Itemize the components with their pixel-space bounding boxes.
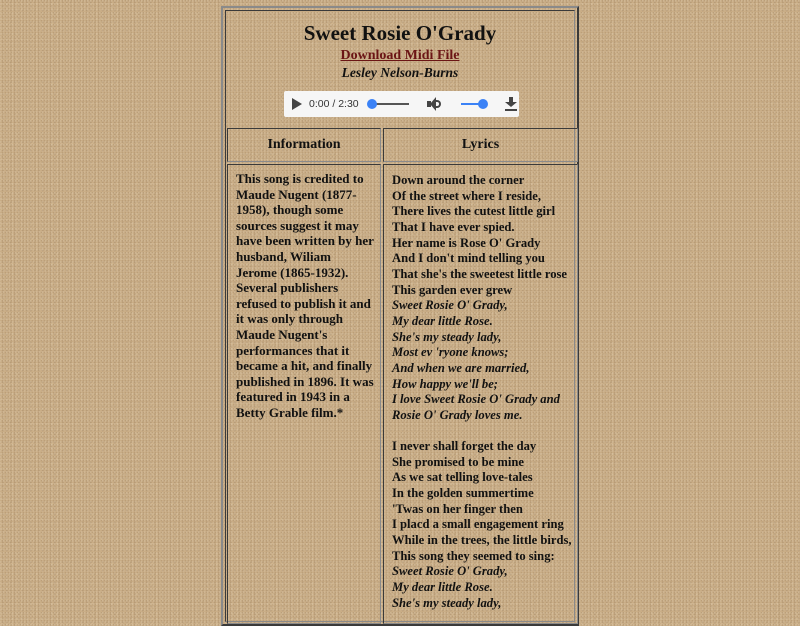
lyric-line: Her name is Rose O' Grady bbox=[392, 235, 541, 250]
download-icon[interactable] bbox=[505, 97, 517, 111]
volume-icon[interactable] bbox=[427, 97, 443, 111]
lyric-line: I never shall forget the day bbox=[392, 439, 537, 454]
audio-time: 0:00 / 2:30 bbox=[309, 98, 359, 110]
chorus-line: My dear little Rose. bbox=[392, 580, 493, 595]
seek-thumb[interactable] bbox=[367, 99, 377, 109]
play-icon[interactable] bbox=[292, 98, 302, 110]
lyric-line: As we sat telling love-tales bbox=[392, 470, 533, 485]
chorus-line: Sweet Rosie O' Grady, bbox=[392, 564, 508, 579]
chorus-line: I love Sweet Rosie O' Grady and bbox=[392, 392, 560, 407]
author-name: Lesley Nelson-Burns bbox=[341, 65, 459, 80]
lyric-line: She promised to be mine bbox=[392, 454, 525, 469]
lyric-line: While in the trees, the little birds, bbox=[392, 533, 572, 548]
lyrics-header: Lyrics bbox=[383, 128, 578, 162]
lyric-line: 'Twas on her finger then bbox=[392, 501, 523, 516]
lyrics-cell bbox=[383, 164, 578, 624]
chorus-line: She's my steady lady, bbox=[392, 595, 502, 610]
chorus-line: She's my steady lady, bbox=[392, 329, 502, 344]
audio-player bbox=[284, 91, 519, 117]
information-text: This song is credited to Maude Nugent (1877-1958), though some sources suggest it may have been written by her husband, Wiliam Jerome (1865-1932). Several publishers refused to publish it and it was only through Maude Nugent's performances that it became a hit, and finally published in 1896. It was featured in 1943 in a Betty Grable film.* bbox=[236, 171, 374, 420]
chorus-line: And when we are married, bbox=[392, 360, 530, 375]
song-header bbox=[226, 11, 574, 124]
lyrics-text bbox=[384, 165, 577, 611]
stanza-gap bbox=[392, 424, 573, 440]
volume-thumb[interactable] bbox=[478, 99, 488, 109]
chorus-line: Sweet Rosie O' Grady, bbox=[392, 298, 508, 313]
page-title: Sweet Rosie O'Grady bbox=[303, 21, 497, 45]
lyric-line: In the golden summertime bbox=[392, 486, 534, 501]
song-frame-inner bbox=[225, 10, 575, 622]
download-midi-link[interactable]: Download Midi File bbox=[340, 48, 460, 63]
chorus-line: Most ev 'ryone knows; bbox=[392, 345, 509, 360]
song-frame bbox=[221, 6, 579, 626]
chorus-line: My dear little Rose. bbox=[392, 313, 493, 328]
information-header: Information bbox=[227, 128, 381, 162]
lyric-line: This song they seemed to sing: bbox=[392, 548, 555, 563]
lyric-line: And I don't mind telling you bbox=[392, 251, 545, 266]
chorus-line: Rosie O' Grady loves me. bbox=[392, 407, 523, 422]
lyric-line: That she's the sweetest little rose bbox=[392, 266, 567, 281]
lyric-line: This garden ever grew bbox=[392, 282, 513, 297]
information-cell bbox=[227, 164, 381, 624]
lyric-line: Down around the corner bbox=[392, 173, 525, 187]
lyric-line: That I have ever spied. bbox=[392, 219, 515, 234]
lyric-line: There lives the cutest little girl bbox=[392, 204, 556, 219]
lyric-line: I placd a small engagement ring bbox=[392, 517, 564, 532]
chorus-line: How happy we'll be; bbox=[392, 376, 498, 391]
seek-slider[interactable] bbox=[369, 98, 409, 110]
volume-slider[interactable] bbox=[461, 98, 485, 110]
lyric-line: Of the street where I reside, bbox=[392, 188, 541, 203]
